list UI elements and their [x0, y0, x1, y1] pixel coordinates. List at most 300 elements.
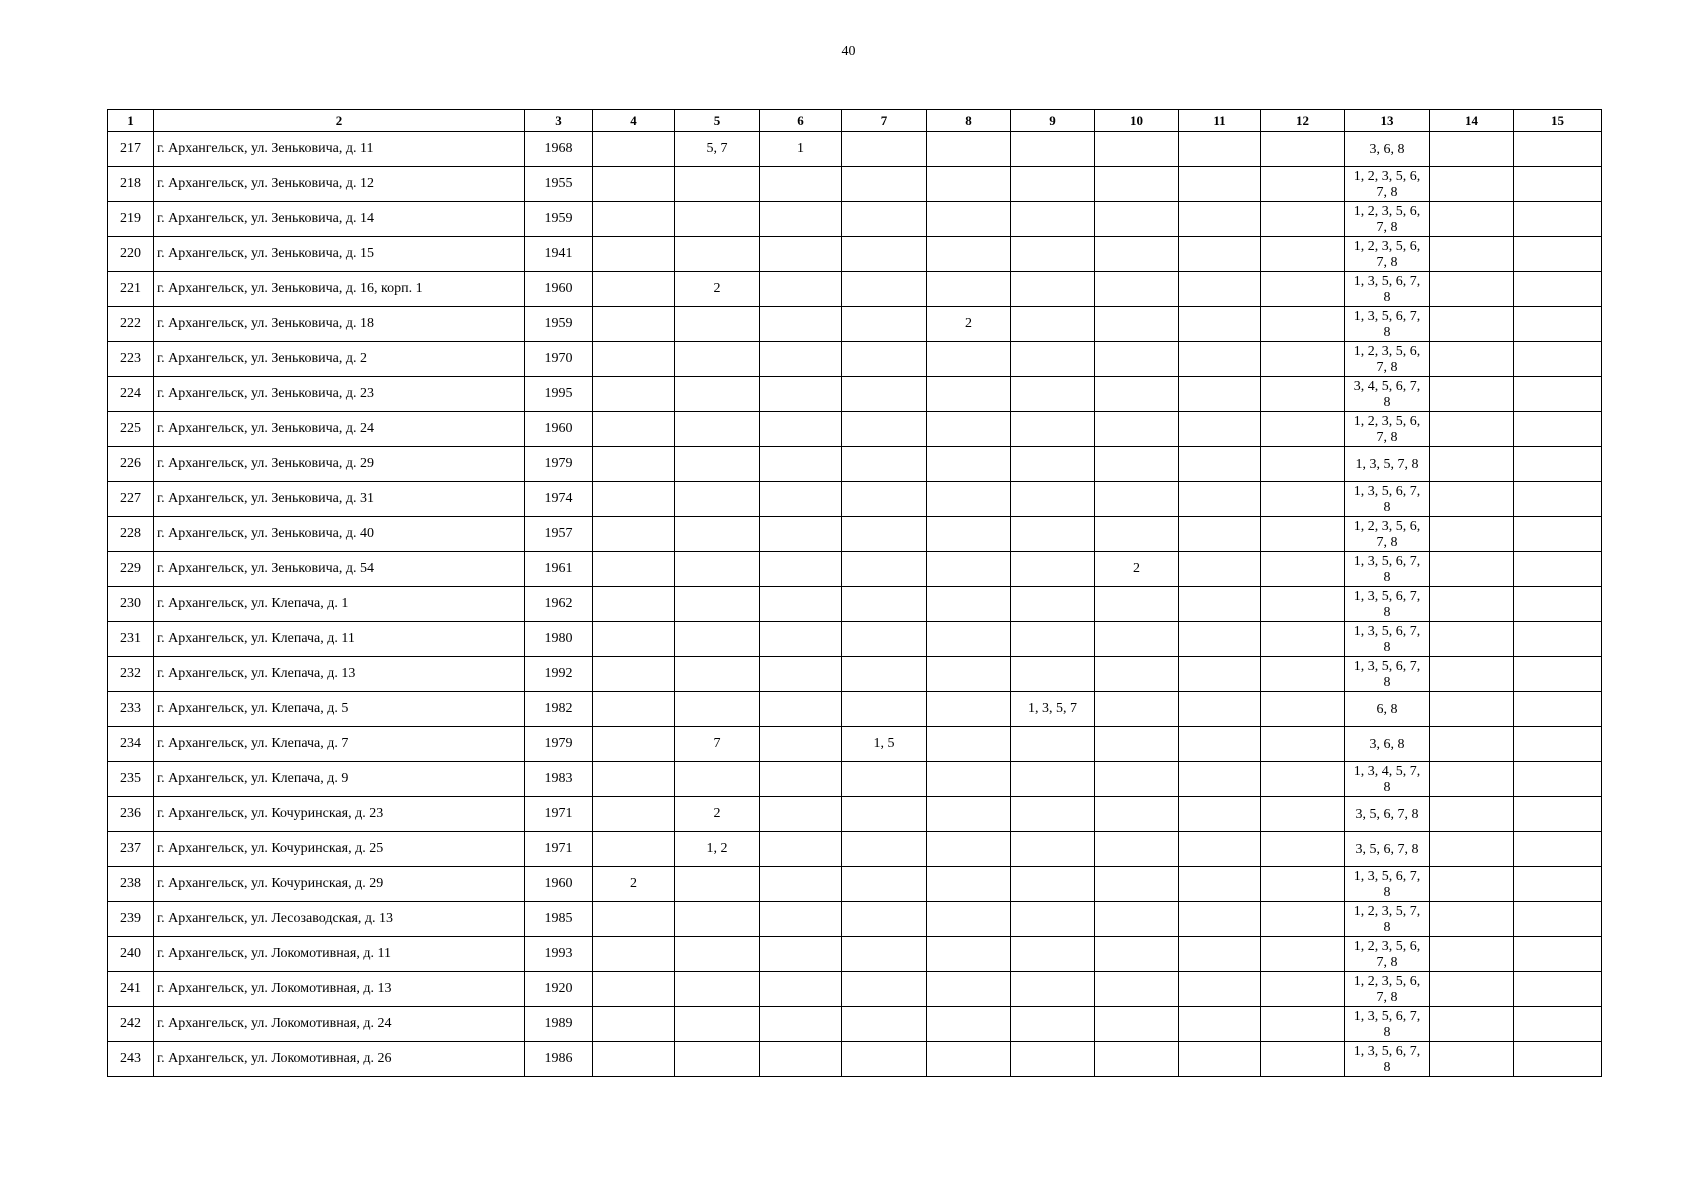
col13-cell [1345, 412, 1430, 447]
table-row [108, 727, 1602, 762]
col6-cell [760, 937, 842, 972]
address-cell: г. Архангельск, ул. Локомотивная, д. 11 [154, 937, 525, 972]
year-cell: 1995 [525, 377, 593, 412]
table-row [108, 692, 1602, 727]
year-cell: 1974 [525, 482, 593, 517]
col5-cell [675, 622, 760, 657]
col4-cell [593, 727, 675, 762]
col11-cell [1179, 202, 1261, 237]
col14-cell [1430, 202, 1514, 237]
col6-cell [760, 1007, 842, 1042]
col9-cell [1011, 517, 1095, 552]
col10-cell [1095, 622, 1179, 657]
col15-cell [1514, 447, 1602, 482]
page-number: 40 [841, 44, 856, 59]
col6-cell [760, 622, 842, 657]
col13-cell [1345, 1007, 1430, 1042]
col13-cell [1345, 622, 1430, 657]
col12-cell [1261, 412, 1345, 447]
col13-value: 1, 3, 5, 6, 7, 8 [1353, 273, 1421, 305]
table-row [108, 972, 1602, 1007]
address-cell: г. Архангельск, ул. Локомотивная, д. 26 [154, 1042, 525, 1077]
col9-cell [1011, 412, 1095, 447]
col12-cell [1261, 447, 1345, 482]
col13-cell [1345, 587, 1430, 622]
col15-cell [1514, 622, 1602, 657]
col4-cell [593, 692, 675, 727]
col5-cell [675, 552, 760, 587]
col11-cell [1179, 1042, 1261, 1077]
col12-cell [1261, 692, 1345, 727]
col8-cell [927, 552, 1011, 587]
column-header: 9 [1011, 110, 1095, 132]
col15-cell [1514, 1042, 1602, 1077]
address-cell: г. Архангельск, ул. Клепача, д. 13 [154, 657, 525, 692]
col6-cell [760, 412, 842, 447]
col11-cell [1179, 167, 1261, 202]
row-number-cell: 233 [108, 692, 154, 727]
col5-cell [675, 167, 760, 202]
col14-cell [1430, 552, 1514, 587]
col8-cell [927, 622, 1011, 657]
col12-cell [1261, 797, 1345, 832]
col5-cell [675, 1042, 760, 1077]
col5-cell [675, 482, 760, 517]
col5-cell [675, 517, 760, 552]
col12-cell [1261, 272, 1345, 307]
col13-cell [1345, 797, 1430, 832]
col12-cell [1261, 307, 1345, 342]
col13-cell [1345, 972, 1430, 1007]
table-row [108, 132, 1602, 167]
col7-cell [842, 797, 927, 832]
table-row [108, 167, 1602, 202]
address-cell: г. Архангельск, ул. Зеньковича, д. 14 [154, 202, 525, 237]
year-cell: 1955 [525, 167, 593, 202]
col4-cell [593, 342, 675, 377]
col10-cell [1095, 937, 1179, 972]
col10-cell [1095, 832, 1179, 867]
col13-cell [1345, 867, 1430, 902]
address-cell: г. Архангельск, ул. Клепача, д. 11 [154, 622, 525, 657]
col13-cell [1345, 167, 1430, 202]
column-header: 3 [525, 110, 593, 132]
col8-cell [927, 167, 1011, 202]
col13-value: 1, 2, 3, 5, 6, 7, 8 [1353, 938, 1421, 970]
col12-cell [1261, 587, 1345, 622]
row-number-cell: 224 [108, 377, 154, 412]
col10-cell [1095, 902, 1179, 937]
col14-cell [1430, 412, 1514, 447]
table-row [108, 832, 1602, 867]
table-row [108, 622, 1602, 657]
row-number-cell: 219 [108, 202, 154, 237]
col13-cell [1345, 237, 1430, 272]
col15-cell [1514, 867, 1602, 902]
col15-cell [1514, 482, 1602, 517]
address-cell: г. Архангельск, ул. Кочуринская, д. 23 [154, 797, 525, 832]
col11-cell [1179, 307, 1261, 342]
col14-cell [1430, 622, 1514, 657]
col8-cell [927, 412, 1011, 447]
address-cell: г. Архангельск, ул. Зеньковича, д. 18 [154, 307, 525, 342]
col7-cell [842, 1007, 927, 1042]
col15-cell [1514, 657, 1602, 692]
col9-cell [1011, 937, 1095, 972]
col14-cell [1430, 1042, 1514, 1077]
address-cell: г. Архангельск, ул. Зеньковича, д. 11 [154, 132, 525, 167]
col9-cell [1011, 342, 1095, 377]
col7-cell [842, 867, 927, 902]
year-cell: 1957 [525, 517, 593, 552]
col4-cell [593, 972, 675, 1007]
col8-cell [927, 762, 1011, 797]
col14-cell [1430, 727, 1514, 762]
address-cell: г. Архангельск, ул. Зеньковича, д. 31 [154, 482, 525, 517]
col11-cell [1179, 972, 1261, 1007]
col11-cell [1179, 1007, 1261, 1042]
col14-cell [1430, 937, 1514, 972]
year-cell: 1960 [525, 867, 593, 902]
header-row [108, 110, 1602, 132]
col13-value: 1, 3, 5, 6, 7, 8 [1353, 483, 1421, 515]
col14-cell [1430, 867, 1514, 902]
col4-cell [593, 762, 675, 797]
table-row [108, 902, 1602, 937]
row-number-cell: 220 [108, 237, 154, 272]
col13-value: 3, 6, 8 [1369, 141, 1405, 157]
col14-cell [1430, 692, 1514, 727]
col12-cell [1261, 762, 1345, 797]
col13-cell [1345, 132, 1430, 167]
col11-cell [1179, 832, 1261, 867]
address-cell: г. Архангельск, ул. Клепача, д. 7 [154, 727, 525, 762]
col13-cell [1345, 762, 1430, 797]
col10-cell [1095, 132, 1179, 167]
col4-cell [593, 412, 675, 447]
col5-cell [675, 377, 760, 412]
col6-cell [760, 867, 842, 902]
col8-cell [927, 202, 1011, 237]
col6-cell [760, 762, 842, 797]
col6-cell [760, 972, 842, 1007]
row-number-cell: 238 [108, 867, 154, 902]
col9-cell [1011, 797, 1095, 832]
col12-cell [1261, 237, 1345, 272]
table-row [108, 517, 1602, 552]
col11-cell [1179, 587, 1261, 622]
row-number-cell: 242 [108, 1007, 154, 1042]
col10-cell [1095, 797, 1179, 832]
column-header: 8 [927, 110, 1011, 132]
col9-cell [1011, 132, 1095, 167]
col8-cell [927, 867, 1011, 902]
col9-cell: 1, 3, 5, 7 [1011, 692, 1095, 727]
col12-cell [1261, 727, 1345, 762]
col12-cell [1261, 342, 1345, 377]
col5-cell [675, 342, 760, 377]
year-cell: 1971 [525, 832, 593, 867]
col5-cell [675, 692, 760, 727]
year-cell: 1960 [525, 272, 593, 307]
col9-cell [1011, 1042, 1095, 1077]
column-header: 15 [1514, 110, 1602, 132]
address-cell: г. Архангельск, ул. Клепача, д. 1 [154, 587, 525, 622]
col10-cell [1095, 377, 1179, 412]
col15-cell [1514, 377, 1602, 412]
col12-cell [1261, 657, 1345, 692]
col6-cell [760, 272, 842, 307]
col10-cell [1095, 657, 1179, 692]
col5-cell: 2 [675, 797, 760, 832]
col5-cell [675, 447, 760, 482]
year-cell: 1979 [525, 727, 593, 762]
col6-cell [760, 202, 842, 237]
col11-cell [1179, 552, 1261, 587]
col6-cell [760, 902, 842, 937]
col9-cell [1011, 482, 1095, 517]
year-cell: 1992 [525, 657, 593, 692]
col4-cell [593, 552, 675, 587]
col4-cell [593, 622, 675, 657]
col13-value: 1, 2, 3, 5, 6, 7, 8 [1353, 973, 1421, 1005]
col7-cell [842, 692, 927, 727]
col10-cell [1095, 412, 1179, 447]
year-cell: 1941 [525, 237, 593, 272]
table-row [108, 1007, 1602, 1042]
row-number-cell: 225 [108, 412, 154, 447]
table-row [108, 937, 1602, 972]
col8-cell [927, 377, 1011, 412]
col5-cell [675, 902, 760, 937]
address-cell: г. Архангельск, ул. Локомотивная, д. 13 [154, 972, 525, 1007]
col9-cell [1011, 972, 1095, 1007]
col4-cell [593, 202, 675, 237]
table-row [108, 552, 1602, 587]
col11-cell [1179, 377, 1261, 412]
column-header: 11 [1179, 110, 1261, 132]
col10-cell [1095, 1007, 1179, 1042]
col15-cell [1514, 412, 1602, 447]
year-cell: 1989 [525, 1007, 593, 1042]
col5-cell: 2 [675, 272, 760, 307]
year-cell: 1979 [525, 447, 593, 482]
row-number-cell: 223 [108, 342, 154, 377]
col9-cell [1011, 237, 1095, 272]
address-cell: г. Архангельск, ул. Зеньковича, д. 24 [154, 412, 525, 447]
col13-cell [1345, 902, 1430, 937]
col14-cell [1430, 762, 1514, 797]
col10-cell [1095, 867, 1179, 902]
row-number-cell: 231 [108, 622, 154, 657]
col9-cell [1011, 307, 1095, 342]
column-header: 7 [842, 110, 927, 132]
col5-cell [675, 202, 760, 237]
col10-cell: 2 [1095, 552, 1179, 587]
row-number-cell: 229 [108, 552, 154, 587]
col8-cell [927, 272, 1011, 307]
table-row [108, 867, 1602, 902]
address-cell: г. Архангельск, ул. Локомотивная, д. 24 [154, 1007, 525, 1042]
row-number-cell: 234 [108, 727, 154, 762]
col4-cell [593, 902, 675, 937]
table-body [108, 132, 1602, 1077]
col11-cell [1179, 657, 1261, 692]
col15-cell [1514, 202, 1602, 237]
col7-cell [842, 657, 927, 692]
col10-cell [1095, 587, 1179, 622]
col7-cell [842, 132, 927, 167]
col13-cell [1345, 552, 1430, 587]
col13-value: 1, 2, 3, 5, 6, 7, 8 [1353, 168, 1421, 200]
col6-cell [760, 1042, 842, 1077]
col9-cell [1011, 377, 1095, 412]
col12-cell [1261, 622, 1345, 657]
column-header: 10 [1095, 110, 1179, 132]
col7-cell: 1, 5 [842, 727, 927, 762]
col10-cell [1095, 342, 1179, 377]
col13-value: 1, 2, 3, 5, 6, 7, 8 [1353, 518, 1421, 550]
col4-cell [593, 237, 675, 272]
col8-cell [927, 482, 1011, 517]
table-row [108, 1042, 1602, 1077]
year-cell: 1970 [525, 342, 593, 377]
column-header: 2 [154, 110, 525, 132]
col9-cell [1011, 272, 1095, 307]
col4-cell [593, 132, 675, 167]
col13-value: 1, 3, 5, 6, 7, 8 [1353, 623, 1421, 655]
col11-cell [1179, 412, 1261, 447]
column-header: 1 [108, 110, 154, 132]
col8-cell [927, 447, 1011, 482]
col5-cell: 5, 7 [675, 132, 760, 167]
col8-cell: 2 [927, 307, 1011, 342]
col4-cell [593, 797, 675, 832]
row-number-cell: 218 [108, 167, 154, 202]
col11-cell [1179, 902, 1261, 937]
col15-cell [1514, 167, 1602, 202]
col13-cell [1345, 342, 1430, 377]
col9-cell [1011, 762, 1095, 797]
row-number-cell: 217 [108, 132, 154, 167]
col13-value: 1, 3, 4, 5, 7, 8 [1353, 763, 1421, 795]
row-number-cell: 241 [108, 972, 154, 1007]
col13-value: 3, 5, 6, 7, 8 [1355, 841, 1419, 857]
address-cell: г. Архангельск, ул. Лесозаводская, д. 13 [154, 902, 525, 937]
col13-value: 1, 2, 3, 5, 6, 7, 8 [1353, 413, 1421, 445]
table-row [108, 797, 1602, 832]
col10-cell [1095, 517, 1179, 552]
col8-cell [927, 342, 1011, 377]
col13-value: 1, 2, 3, 5, 6, 7, 8 [1353, 203, 1421, 235]
col14-cell [1430, 167, 1514, 202]
col11-cell [1179, 797, 1261, 832]
column-header: 13 [1345, 110, 1430, 132]
col6-cell [760, 167, 842, 202]
col15-cell [1514, 552, 1602, 587]
row-number-cell: 228 [108, 517, 154, 552]
col12-cell [1261, 132, 1345, 167]
col4-cell: 2 [593, 867, 675, 902]
col7-cell [842, 342, 927, 377]
col9-cell [1011, 902, 1095, 937]
col5-cell [675, 237, 760, 272]
table-row [108, 202, 1602, 237]
col11-cell [1179, 272, 1261, 307]
col7-cell [842, 1042, 927, 1077]
col13-cell [1345, 832, 1430, 867]
row-number-cell: 236 [108, 797, 154, 832]
year-cell: 1959 [525, 307, 593, 342]
table-row [108, 762, 1602, 797]
col13-value: 1, 3, 5, 6, 7, 8 [1353, 868, 1421, 900]
col7-cell [842, 377, 927, 412]
col10-cell [1095, 167, 1179, 202]
column-header: 4 [593, 110, 675, 132]
col9-cell [1011, 727, 1095, 762]
col12-cell [1261, 1007, 1345, 1042]
col15-cell [1514, 1007, 1602, 1042]
year-cell: 1982 [525, 692, 593, 727]
col15-cell [1514, 237, 1602, 272]
col9-cell [1011, 657, 1095, 692]
col4-cell [593, 1007, 675, 1042]
column-header: 12 [1261, 110, 1345, 132]
row-number-cell: 240 [108, 937, 154, 972]
col5-cell [675, 762, 760, 797]
col6-cell [760, 482, 842, 517]
col12-cell [1261, 972, 1345, 1007]
col12-cell [1261, 937, 1345, 972]
col11-cell [1179, 447, 1261, 482]
col13-value: 3, 6, 8 [1369, 736, 1405, 752]
table-row [108, 307, 1602, 342]
col12-cell [1261, 1042, 1345, 1077]
col11-cell [1179, 482, 1261, 517]
col10-cell [1095, 237, 1179, 272]
col8-cell [927, 797, 1011, 832]
year-cell: 1983 [525, 762, 593, 797]
col9-cell [1011, 447, 1095, 482]
col15-cell [1514, 937, 1602, 972]
address-cell: г. Архангельск, ул. Клепача, д. 5 [154, 692, 525, 727]
col6-cell [760, 727, 842, 762]
col5-cell [675, 1007, 760, 1042]
col15-cell [1514, 132, 1602, 167]
col13-value: 1, 3, 5, 6, 7, 8 [1353, 1008, 1421, 1040]
table-header [108, 110, 1602, 132]
table-row [108, 412, 1602, 447]
row-number-cell: 221 [108, 272, 154, 307]
col7-cell [842, 447, 927, 482]
col4-cell [593, 167, 675, 202]
col5-cell [675, 587, 760, 622]
table-row [108, 657, 1602, 692]
col14-cell [1430, 132, 1514, 167]
col10-cell [1095, 447, 1179, 482]
col13-value: 1, 3, 5, 6, 7, 8 [1353, 553, 1421, 585]
col7-cell [842, 937, 927, 972]
col6-cell [760, 587, 842, 622]
col9-cell [1011, 622, 1095, 657]
col11-cell [1179, 937, 1261, 972]
address-cell: г. Архангельск, ул. Зеньковича, д. 40 [154, 517, 525, 552]
col7-cell [842, 307, 927, 342]
col4-cell [593, 377, 675, 412]
col14-cell [1430, 342, 1514, 377]
col6-cell [760, 447, 842, 482]
col8-cell [927, 902, 1011, 937]
